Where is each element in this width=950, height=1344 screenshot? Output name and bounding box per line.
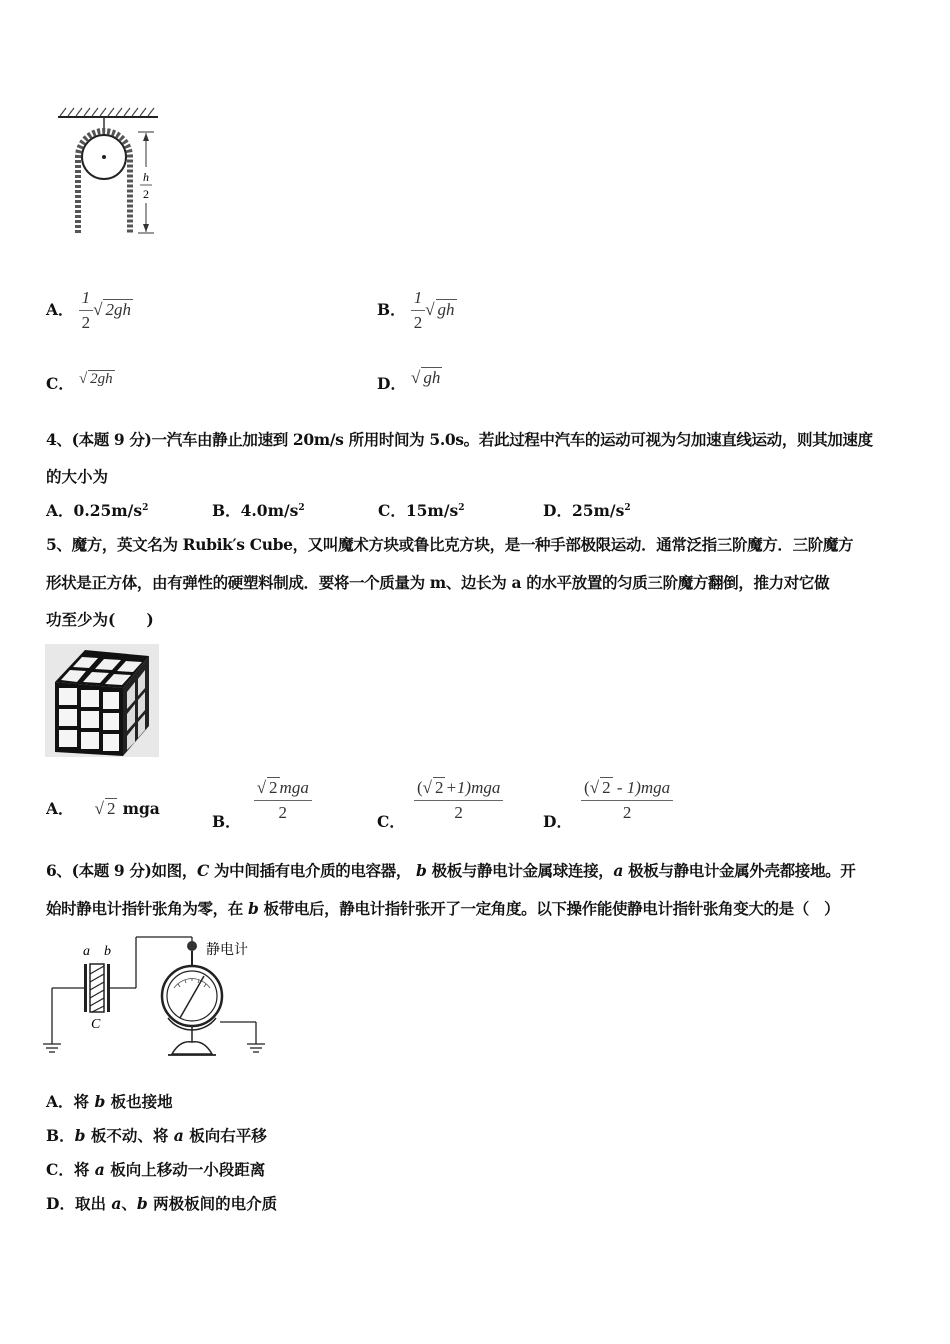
option-letter: D．: [377, 374, 406, 393]
radicand: 2gh: [90, 371, 113, 387]
q6-option-c[interactable]: C．将 a 板向上移动一小段距离: [46, 1160, 266, 1179]
q6-option-a[interactable]: A．将 b 板也接地: [46, 1092, 173, 1111]
fraction: $\frac{\text{√ 2 mga}}{2}$: [254, 777, 312, 823]
q5-option-a[interactable]: A． √ 2 mga: [46, 799, 160, 818]
fraction: $\frac{1}{2}$: [411, 288, 426, 333]
fraction: $\frac{1}{2}$: [79, 288, 94, 333]
q4-option-c[interactable]: C．$15m/s^2$: [378, 501, 465, 520]
pulley-chain-figure: [50, 105, 170, 250]
option-letter: B．: [212, 811, 241, 831]
q6-stem-line2: 始时静电计指针张角为零，在 b 板带电后，静电计指针张开了一定角度。以下操作能使静电计指针张角变大的是（ ）: [46, 899, 840, 918]
q5-option-c[interactable]: [377, 777, 503, 831]
radicand: 2gh: [105, 300, 131, 319]
option-letter: C．: [377, 811, 405, 831]
q4-option-a[interactable]: A．$0.25m/s^2$: [46, 501, 149, 520]
rubiks-cube-image: [45, 644, 159, 757]
plate-b-label: b: [104, 944, 111, 959]
height-label: h: [143, 170, 149, 184]
q4-stem-line2: 的大小为: [46, 467, 109, 486]
radicand: gh: [437, 300, 455, 319]
electrometer-circuit-figure: [40, 932, 280, 1064]
option-letter: D．: [543, 811, 572, 831]
q4-option-b[interactable]: B．$4.0m/s^2$: [212, 501, 305, 520]
q5-option-d[interactable]: [543, 777, 673, 831]
q6-option-b[interactable]: B．b 板不动、将 a 板向右平移: [46, 1126, 267, 1145]
radicand: gh: [423, 368, 441, 387]
q4-option-d[interactable]: D．$25m/s^2$: [543, 501, 631, 520]
radicand: 2: [106, 799, 116, 818]
q3-option-a[interactable]: A． $\frac{1}{2}$ √ 2gh: [46, 288, 131, 332]
option-letter: A．: [46, 300, 74, 319]
option-letter: B．: [377, 300, 406, 319]
q4-stem-line1: 4、(本题 9 分)一汽车由静止加速到 20m/s 所用时间为 5.0s。若此过程中汽车的运动可视为匀加速直线运动，则其加速度: [46, 430, 873, 449]
capacitor-label: C: [91, 1017, 101, 1032]
fraction: $\frac{\text{(√ 2 +1)mga}}{2}$: [414, 777, 503, 823]
height-denominator: 2: [143, 187, 149, 201]
option-letter: C．: [46, 374, 74, 393]
q3-option-c[interactable]: C． √ 2gh: [46, 371, 113, 393]
q3-option-b[interactable]: B． $\frac{1}{2}$ √ gh: [377, 288, 455, 332]
q5-stem-line3: 功至少为( ): [46, 610, 154, 629]
option-suffix: mga: [122, 799, 160, 818]
q5-stem-line1: 5、魔方，英文名为 Rubik′s Cube，又叫魔术方块或鲁比克方块，是一种手部极限运动．通常泛指三阶魔方．三阶魔方: [46, 535, 854, 554]
q5-stem-line2: 形状是正方体，由有弹性的硬塑料制成．要将一个质量为 m、边长为 a 的水平放置的匀质三阶魔方翻倒，推力对它做: [46, 573, 830, 592]
q3-option-d[interactable]: D． √ gh: [377, 368, 441, 393]
q5-option-b[interactable]: [212, 777, 312, 831]
q6-stem-line1: 6、(本题 9 分)如图，C 为中间插有电介质的电容器， b 极板与静电计金属球连接，a 极板与静电计金属外壳都接地。开: [46, 861, 856, 880]
electrometer-label: 静电计: [206, 942, 248, 958]
q6-option-d[interactable]: D．取出 a、b 两极板间的电介质: [46, 1194, 278, 1213]
fraction: $\frac{\text{(√ 2 - 1)mga}}{2}$: [581, 777, 673, 823]
option-letter: A．: [46, 799, 74, 818]
plate-a-label: a: [83, 944, 90, 959]
